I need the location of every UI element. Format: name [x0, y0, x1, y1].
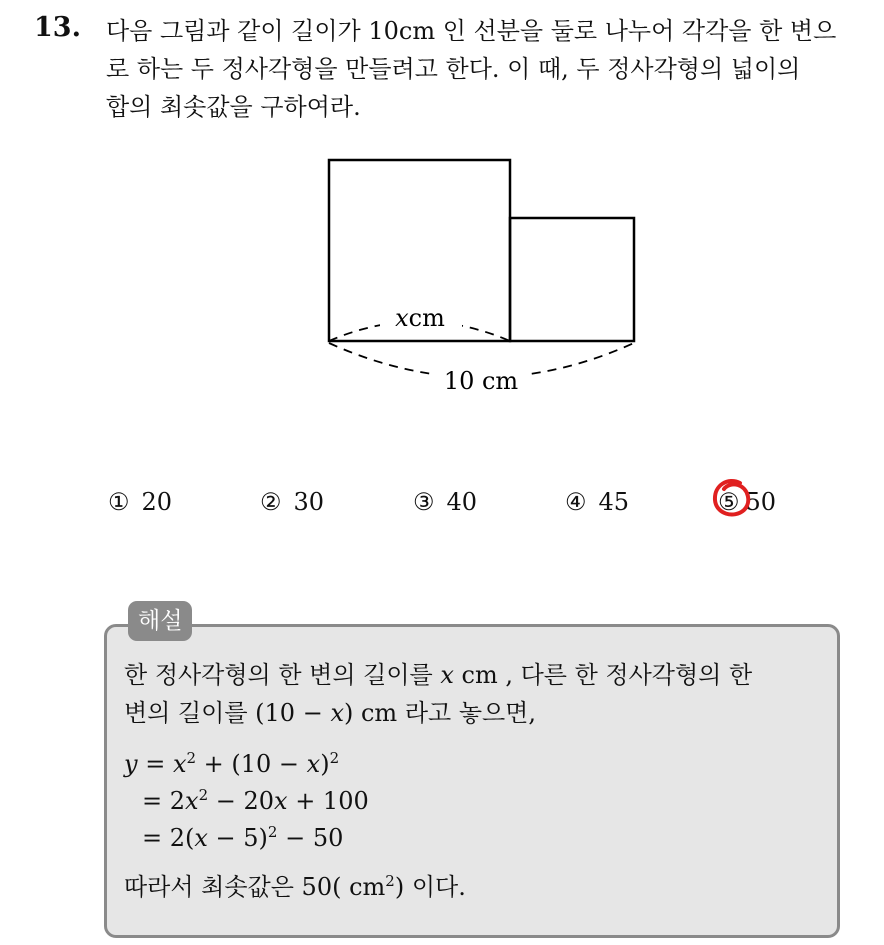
- eq1-b: =: [137, 750, 173, 778]
- eq2-exp: 2: [198, 786, 209, 804]
- solution-line-2-var: x: [330, 699, 344, 727]
- eq3-c: − 5): [207, 824, 268, 852]
- choice-1-value: 20: [141, 488, 173, 516]
- choice-2-number: ②: [260, 488, 282, 516]
- choice-5-number: ⑤: [718, 488, 740, 516]
- eq2-e: + 100: [287, 787, 369, 815]
- conclusion-a: 따라서 최솟값은 50( cm: [124, 873, 386, 901]
- eq1-c: x: [172, 750, 187, 778]
- choice-3-value: 40: [446, 488, 478, 516]
- choice-4-value: 45: [598, 488, 630, 516]
- small-segment-label: xcm: [395, 304, 445, 332]
- small-square: [510, 218, 634, 341]
- solution-line-2-a: 변의 길이를 (10 −: [124, 699, 331, 727]
- eq3-b: x: [194, 824, 208, 852]
- eq1-d: + (10 −: [196, 750, 307, 778]
- two-squares-figure: [320, 150, 650, 400]
- problem-text-line-3: 합의 최솟값을 구하여라.: [106, 93, 361, 121]
- answer-choices: [108, 484, 848, 524]
- conclusion-exp: 2: [385, 872, 395, 890]
- total-segment-label: 10 cm: [443, 367, 519, 395]
- choice-3-number: ③: [413, 488, 435, 516]
- eq1-e: x: [306, 750, 321, 778]
- solution-tag: 해설: [128, 601, 192, 641]
- solution-line-1-b: cm , 다른 한 정사각형의 한: [453, 661, 753, 689]
- solution-line-1: [124, 657, 752, 693]
- choice-5-value: 50: [745, 488, 777, 516]
- eq3-exp: 2: [267, 823, 278, 841]
- choice-5-number-wrap: [718, 484, 740, 520]
- choice-4-number: ④: [565, 488, 587, 516]
- problem-text-line-2: 로 하는 두 정사각형을 만들려고 한다. 이 때, 두 정사각형의 넓이의: [106, 55, 801, 83]
- eq2-d: x: [274, 787, 288, 815]
- choice-2-value: 30: [293, 488, 325, 516]
- solution-line-2-b: ) cm 라고 놓으면,: [344, 699, 536, 727]
- solution-line-2: [124, 695, 536, 731]
- eq2-c: − 20: [208, 787, 275, 815]
- eq1-exp-1: 2: [186, 749, 197, 767]
- choice-4[interactable]: [565, 484, 629, 520]
- eq2-b: x: [185, 787, 199, 815]
- choice-5[interactable]: [718, 484, 776, 520]
- choice-2[interactable]: [260, 484, 324, 520]
- eq1-a: y: [124, 750, 138, 778]
- choice-3[interactable]: [413, 484, 477, 520]
- eq1-exp-2: 2: [329, 749, 340, 767]
- equation-line-3: [142, 820, 343, 856]
- equation-line-2: [142, 783, 369, 819]
- solution-line-1-a: 한 정사각형의 한 변의 길이를: [124, 661, 441, 689]
- problem-text-line-1: 다음 그림과 같이 길이가 10cm 인 선분을 둘로 나누어 각각을 한 변으: [106, 17, 837, 45]
- solution-line-1-var: x: [440, 661, 454, 689]
- eq3-a: = 2(: [142, 824, 195, 852]
- problem-number: 13.: [34, 12, 81, 43]
- solution-conclusion: [124, 869, 466, 905]
- problem-text: [106, 12, 866, 126]
- eq3-d: − 50: [277, 824, 344, 852]
- equation-line-1: [124, 746, 339, 782]
- choice-1-number: ①: [108, 488, 130, 516]
- conclusion-b: ) 이다.: [394, 873, 466, 901]
- eq2-a: = 2: [142, 787, 186, 815]
- choice-1[interactable]: [108, 484, 172, 520]
- eq1-f: ): [320, 750, 330, 778]
